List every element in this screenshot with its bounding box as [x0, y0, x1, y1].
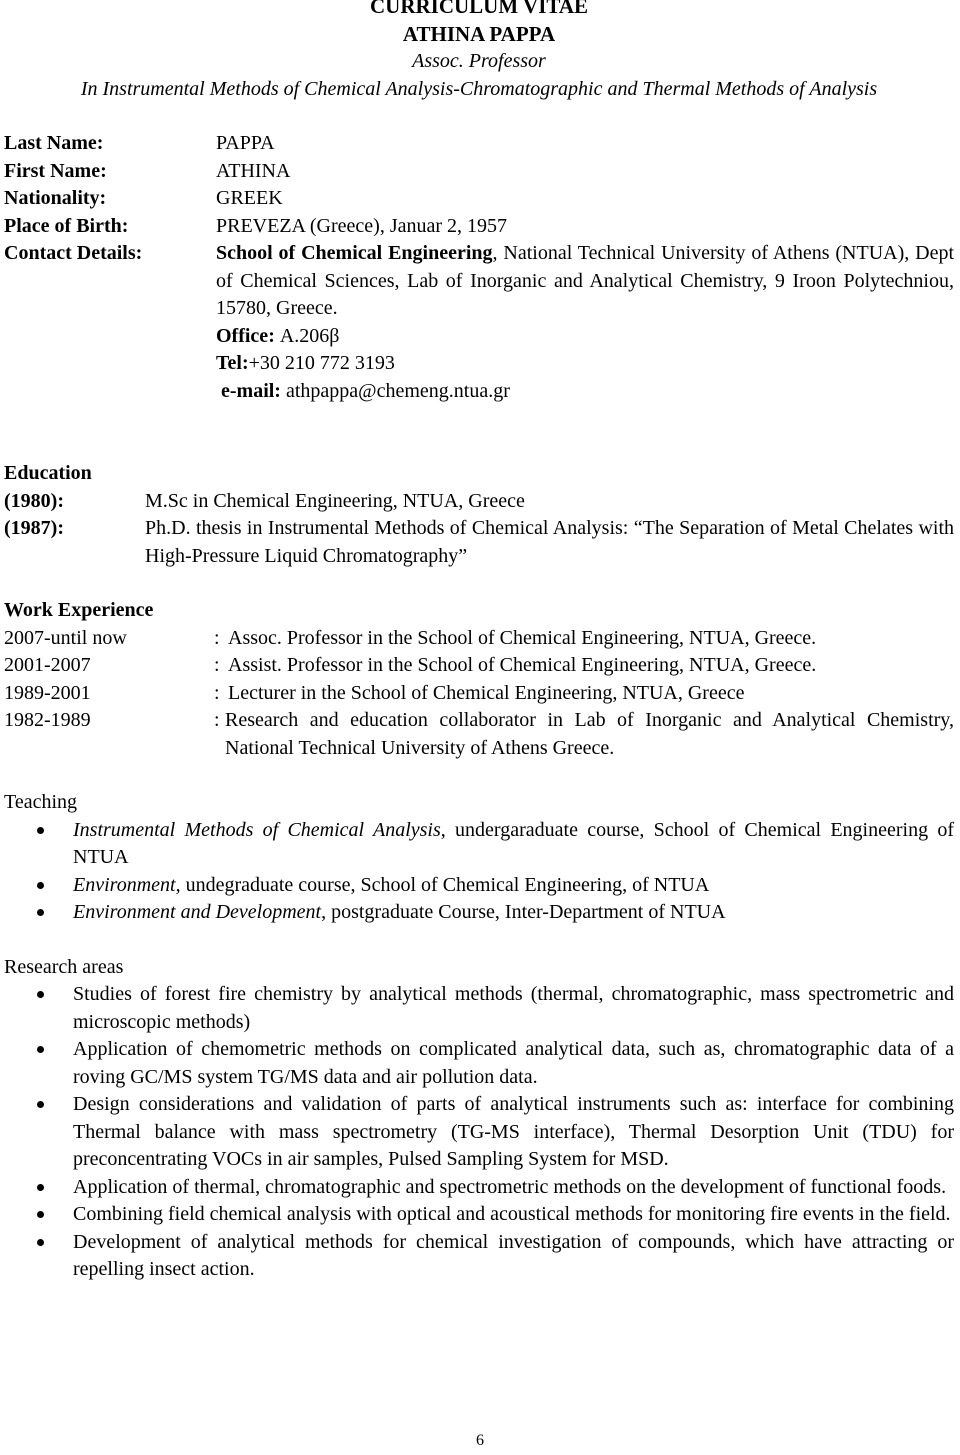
contact-row	[4, 240, 954, 405]
first-name-label: First Name:	[4, 159, 107, 182]
research-section	[4, 954, 954, 1284]
personal-row	[4, 158, 954, 186]
education-row	[4, 488, 954, 516]
contact-details	[216, 240, 954, 405]
person-name: ATHINA PAPPA	[402, 22, 556, 46]
list-item	[4, 981, 954, 1036]
contact-address: , National Technical University of Athens (NTUA), Dept of Chemical Sciences, Lab of Inorganic and Analytical Chemistry, 9 Iroon Polytechniou, 15780, Greece.	[216, 242, 955, 319]
list-item	[4, 1229, 954, 1284]
course-detail: , postgraduate Course, Inter-Department of NTUA	[321, 901, 726, 923]
work-colon: :	[214, 709, 220, 731]
bullet-icon	[4, 1229, 73, 1284]
research-item: Design considerations and validation of parts of analytical instruments such as: interface for combining Thermal balance with mass spectrometry (TG-MS interface), Thermal Desorption Unit (TDU) for preconcentrating VOCs in air samples, Pulsed Sampling System for MSD.	[73, 1093, 954, 1170]
work-colon: :	[214, 626, 220, 649]
last-name-value: PAPPA	[216, 132, 275, 154]
course-detail: undegraduate course, School of Chemical Engineering, of NTUA	[180, 873, 710, 896]
work-period: 2007-until now	[4, 626, 127, 649]
research-item: Combining field chemical analysis with optical and acoustical methods for monitoring fire events in the field.	[73, 1203, 951, 1225]
email-line	[216, 378, 954, 406]
document-title: CURRICULUM VITAE	[370, 0, 588, 18]
list-item	[4, 1036, 954, 1091]
education-text: M.Sc in Chemical Engineering, NTUA, Greece	[145, 489, 525, 512]
tel-label: Tel:	[216, 352, 249, 374]
email-label: e-mail:	[221, 379, 286, 402]
field-of-specialty: In Instrumental Methods of Chemical Analysis-Chromatographic and Thermal Methods of Analysis	[80, 77, 878, 100]
office-value: A.206β	[279, 324, 340, 347]
page-number: 6	[476, 1432, 484, 1449]
teaching-list	[4, 817, 954, 927]
work-text: Assoc. Professor in the School of Chemical Engineering, NTUA, Greece.	[228, 626, 817, 649]
research-item: Application of chemometric methods on complicated analytical data, such as, chromatographic data of a roving GC/MS system TG/MS data and air pollution data.	[73, 1038, 954, 1088]
first-name-value: ATHINA	[216, 159, 291, 182]
education-section	[4, 460, 954, 570]
work-section	[4, 597, 954, 762]
work-row	[4, 625, 954, 653]
research-list	[4, 981, 954, 1284]
list-item	[4, 817, 954, 872]
work-text: Research and education collaborator in Lab of Inorganic and Analytical Chemistry, National Technical University of Athens Greece.	[225, 709, 954, 759]
tel-value: +30 210 772 3193	[248, 352, 395, 374]
last-name-label: Last Name:	[4, 132, 104, 154]
work-row	[4, 652, 954, 680]
school-name: School of Chemical Engineering	[216, 242, 493, 264]
office-label: Office:	[216, 324, 280, 347]
teaching-heading: Teaching	[4, 791, 78, 813]
office-line	[216, 323, 954, 351]
work-period: 1989-2001	[4, 681, 91, 704]
work-period: 1982-1989	[4, 709, 91, 731]
bullet-icon	[4, 1201, 73, 1229]
education-row	[4, 515, 954, 570]
personal-row	[4, 213, 954, 241]
birth-place-label: Place of Birth:	[4, 214, 129, 237]
work-text: Lecturer in the School of Chemical Engineering, NTUA, Greece	[228, 681, 745, 704]
work-row	[4, 680, 954, 708]
work-colon: :	[214, 681, 220, 704]
bullet-icon	[4, 981, 73, 1036]
list-item	[4, 1174, 954, 1202]
list-item	[4, 899, 954, 927]
list-item	[4, 1201, 954, 1229]
position-title: Assoc. Professor	[412, 50, 546, 72]
personal-details	[4, 130, 954, 405]
birth-place-value: PREVEZA (Greece), Januar 2, 1957	[216, 214, 508, 237]
list-item	[4, 872, 954, 900]
work-row	[4, 707, 954, 762]
research-heading: Research areas	[4, 955, 124, 978]
email-value[interactable]: athpappa@chemeng.ntua.gr	[285, 379, 510, 402]
nationality-value: GREEK	[216, 187, 283, 209]
work-period: 2001-2007	[4, 654, 91, 676]
teaching-section	[4, 789, 954, 927]
course-detail: , undergaraduate course, School of Chemical Engineering of NTUA	[73, 818, 954, 868]
bullet-icon	[4, 899, 73, 927]
education-year: (1980):	[4, 489, 64, 512]
education-year: (1987):	[4, 517, 64, 539]
education-text: Ph.D. thesis in Instrumental Methods of Chemical Analysis: “The Separation of Metal Chelates with High-Pressure Liquid Chromatography”	[145, 517, 954, 567]
course-name: Environment and Development	[73, 901, 322, 923]
bullet-icon	[4, 817, 73, 872]
research-item: Studies of forest fire chemistry by analytical methods (thermal, chromatographic, mass spectrometric and microscopic methods)	[73, 983, 954, 1033]
nationality-label: Nationality:	[4, 187, 107, 209]
education-heading: Education	[4, 462, 92, 484]
contact-label: Contact Details:	[4, 242, 143, 264]
research-item: Application of thermal, chromatographic and spectrometric methods on the development of functional foods.	[73, 1175, 947, 1198]
work-text: Assist. Professor in the School of Chemical Engineering, NTUA, Greece.	[228, 654, 817, 676]
personal-row	[4, 185, 954, 213]
work-heading: Work Experience	[4, 599, 154, 621]
course-name: Environment,	[73, 873, 181, 896]
bullet-icon	[4, 1036, 73, 1091]
list-item	[4, 1091, 954, 1174]
cv-page	[4, 0, 954, 1284]
contact-address-block	[216, 240, 954, 323]
tel-line	[216, 350, 954, 378]
course-name: Instrumental Methods of Chemical Analysis	[73, 818, 441, 841]
bullet-icon	[4, 872, 73, 900]
bullet-icon	[4, 1091, 73, 1174]
research-item: Development of analytical methods for chemical investigation of compounds, which have attracting or repelling insect action.	[73, 1230, 954, 1280]
work-colon: :	[214, 654, 220, 676]
personal-row	[4, 130, 954, 158]
bullet-icon	[4, 1174, 73, 1202]
